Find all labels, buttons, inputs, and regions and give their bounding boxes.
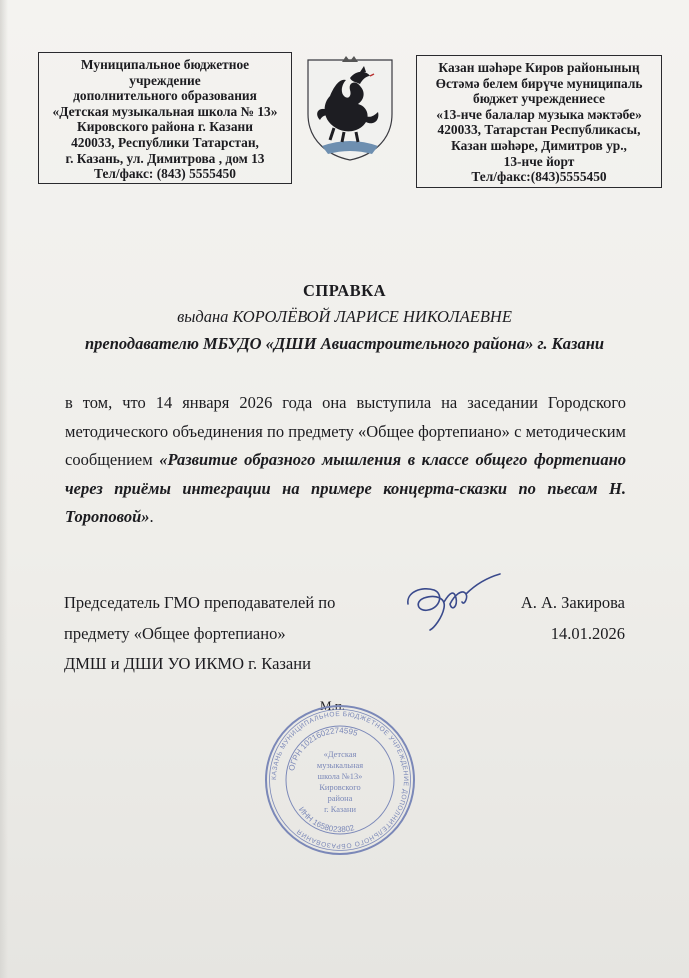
header-left-line: Кировского района г. Казани bbox=[77, 119, 253, 135]
certificate-body bbox=[65, 389, 626, 532]
stamp-center-line: района bbox=[327, 794, 353, 803]
report-topic: «Развитие образного мышления в классе общего фортепиано через приёмы интеграции на примере концерта-сказки по пьесам Н. Тороповой» bbox=[65, 450, 626, 526]
header-left-line: Муниципальное бюджетное bbox=[80, 57, 250, 72]
body-end: . bbox=[149, 507, 154, 526]
stamp-center-line: школа №13» bbox=[317, 772, 363, 781]
header-right-line: Казан шәһәре, Димитров ур., bbox=[451, 137, 627, 153]
header-right-line: Казан шәһәре Киров районының bbox=[438, 60, 640, 75]
stamp-ogrn: ОГРН 1021602274595 bbox=[286, 725, 359, 772]
position-line: преподавателю МБУДО «ДШИ Авиастроительного района» г. Казани bbox=[84, 334, 605, 353]
header-right-line: Өстәмә белем бирүче муниципаль bbox=[435, 75, 643, 91]
header-right-line: 13-нче йорт bbox=[503, 153, 575, 169]
stamp-center-line: «Детская bbox=[323, 750, 357, 759]
header-right-line: бюджет учреждениесе bbox=[473, 91, 605, 107]
signatory-name: А. А. Закирова bbox=[520, 593, 625, 612]
stamp-outer-ring-text: КАЗАНЬ МУНИЦИПАЛЬНОЕ БЮДЖЕТНОЕ УЧРЕЖДЕНИЕ ДОПОЛНИТЕЛЬНОГО ОБРАЗОВАНИЯ bbox=[270, 710, 410, 850]
stamp-center-line: музыкальная bbox=[316, 761, 364, 770]
header-left-line: дополнительного образования bbox=[73, 88, 257, 104]
header-left-line: учреждение bbox=[129, 72, 201, 88]
coat-of-arms-emblem bbox=[300, 56, 400, 162]
header-right-line: Тел/факс:(843)5555450 bbox=[471, 169, 607, 185]
signatory-title-line: ДМШ и ДШИ УО ИКМО г. Казани bbox=[64, 654, 311, 673]
handwritten-signature bbox=[400, 568, 510, 638]
stamp-center-line: г. Казани bbox=[324, 805, 356, 814]
header-left-line: г. Казань, ул. Димитрова , дом 13 bbox=[65, 150, 265, 166]
header-right-line: «13-нче балалар музыка мәктәбе» bbox=[436, 106, 642, 122]
stamp-place-label: М.п. bbox=[320, 698, 346, 713]
signatory-title-line: предмету «Общее фортепиано» bbox=[64, 624, 286, 643]
header-left-line: Тел/факс: (843) 5555450 bbox=[94, 166, 236, 182]
header-left-line: «Детская музыкальная школа № 13» bbox=[52, 103, 278, 119]
issued-to-line: выдана КОРОЛЁВОЙ ЛАРИСЕ НИКОЛАЕВНЕ bbox=[177, 307, 512, 326]
header-right-line: 420033, Татарстан Республикасы, bbox=[437, 122, 641, 138]
signature-date: 14.01.2026 bbox=[550, 624, 625, 643]
official-stamp bbox=[263, 703, 417, 857]
header-right-box bbox=[416, 55, 662, 188]
stamp-inn: ИНН 1658023802 bbox=[296, 805, 356, 835]
signatory-title-line: Председатель ГМО преподавателей по bbox=[64, 593, 336, 612]
body-text: в том, что 14 января 2026 года она выступила на заседании Городского методического объединения по предмету «Общее фортепиано» с методическим сообщением bbox=[65, 393, 626, 469]
document-title: СПРАВКА bbox=[302, 281, 387, 300]
stamp-center-line: Кировского bbox=[319, 783, 361, 792]
header-left-box bbox=[38, 52, 292, 184]
header-left-line: 420033, Республики Татарстан, bbox=[71, 134, 259, 150]
